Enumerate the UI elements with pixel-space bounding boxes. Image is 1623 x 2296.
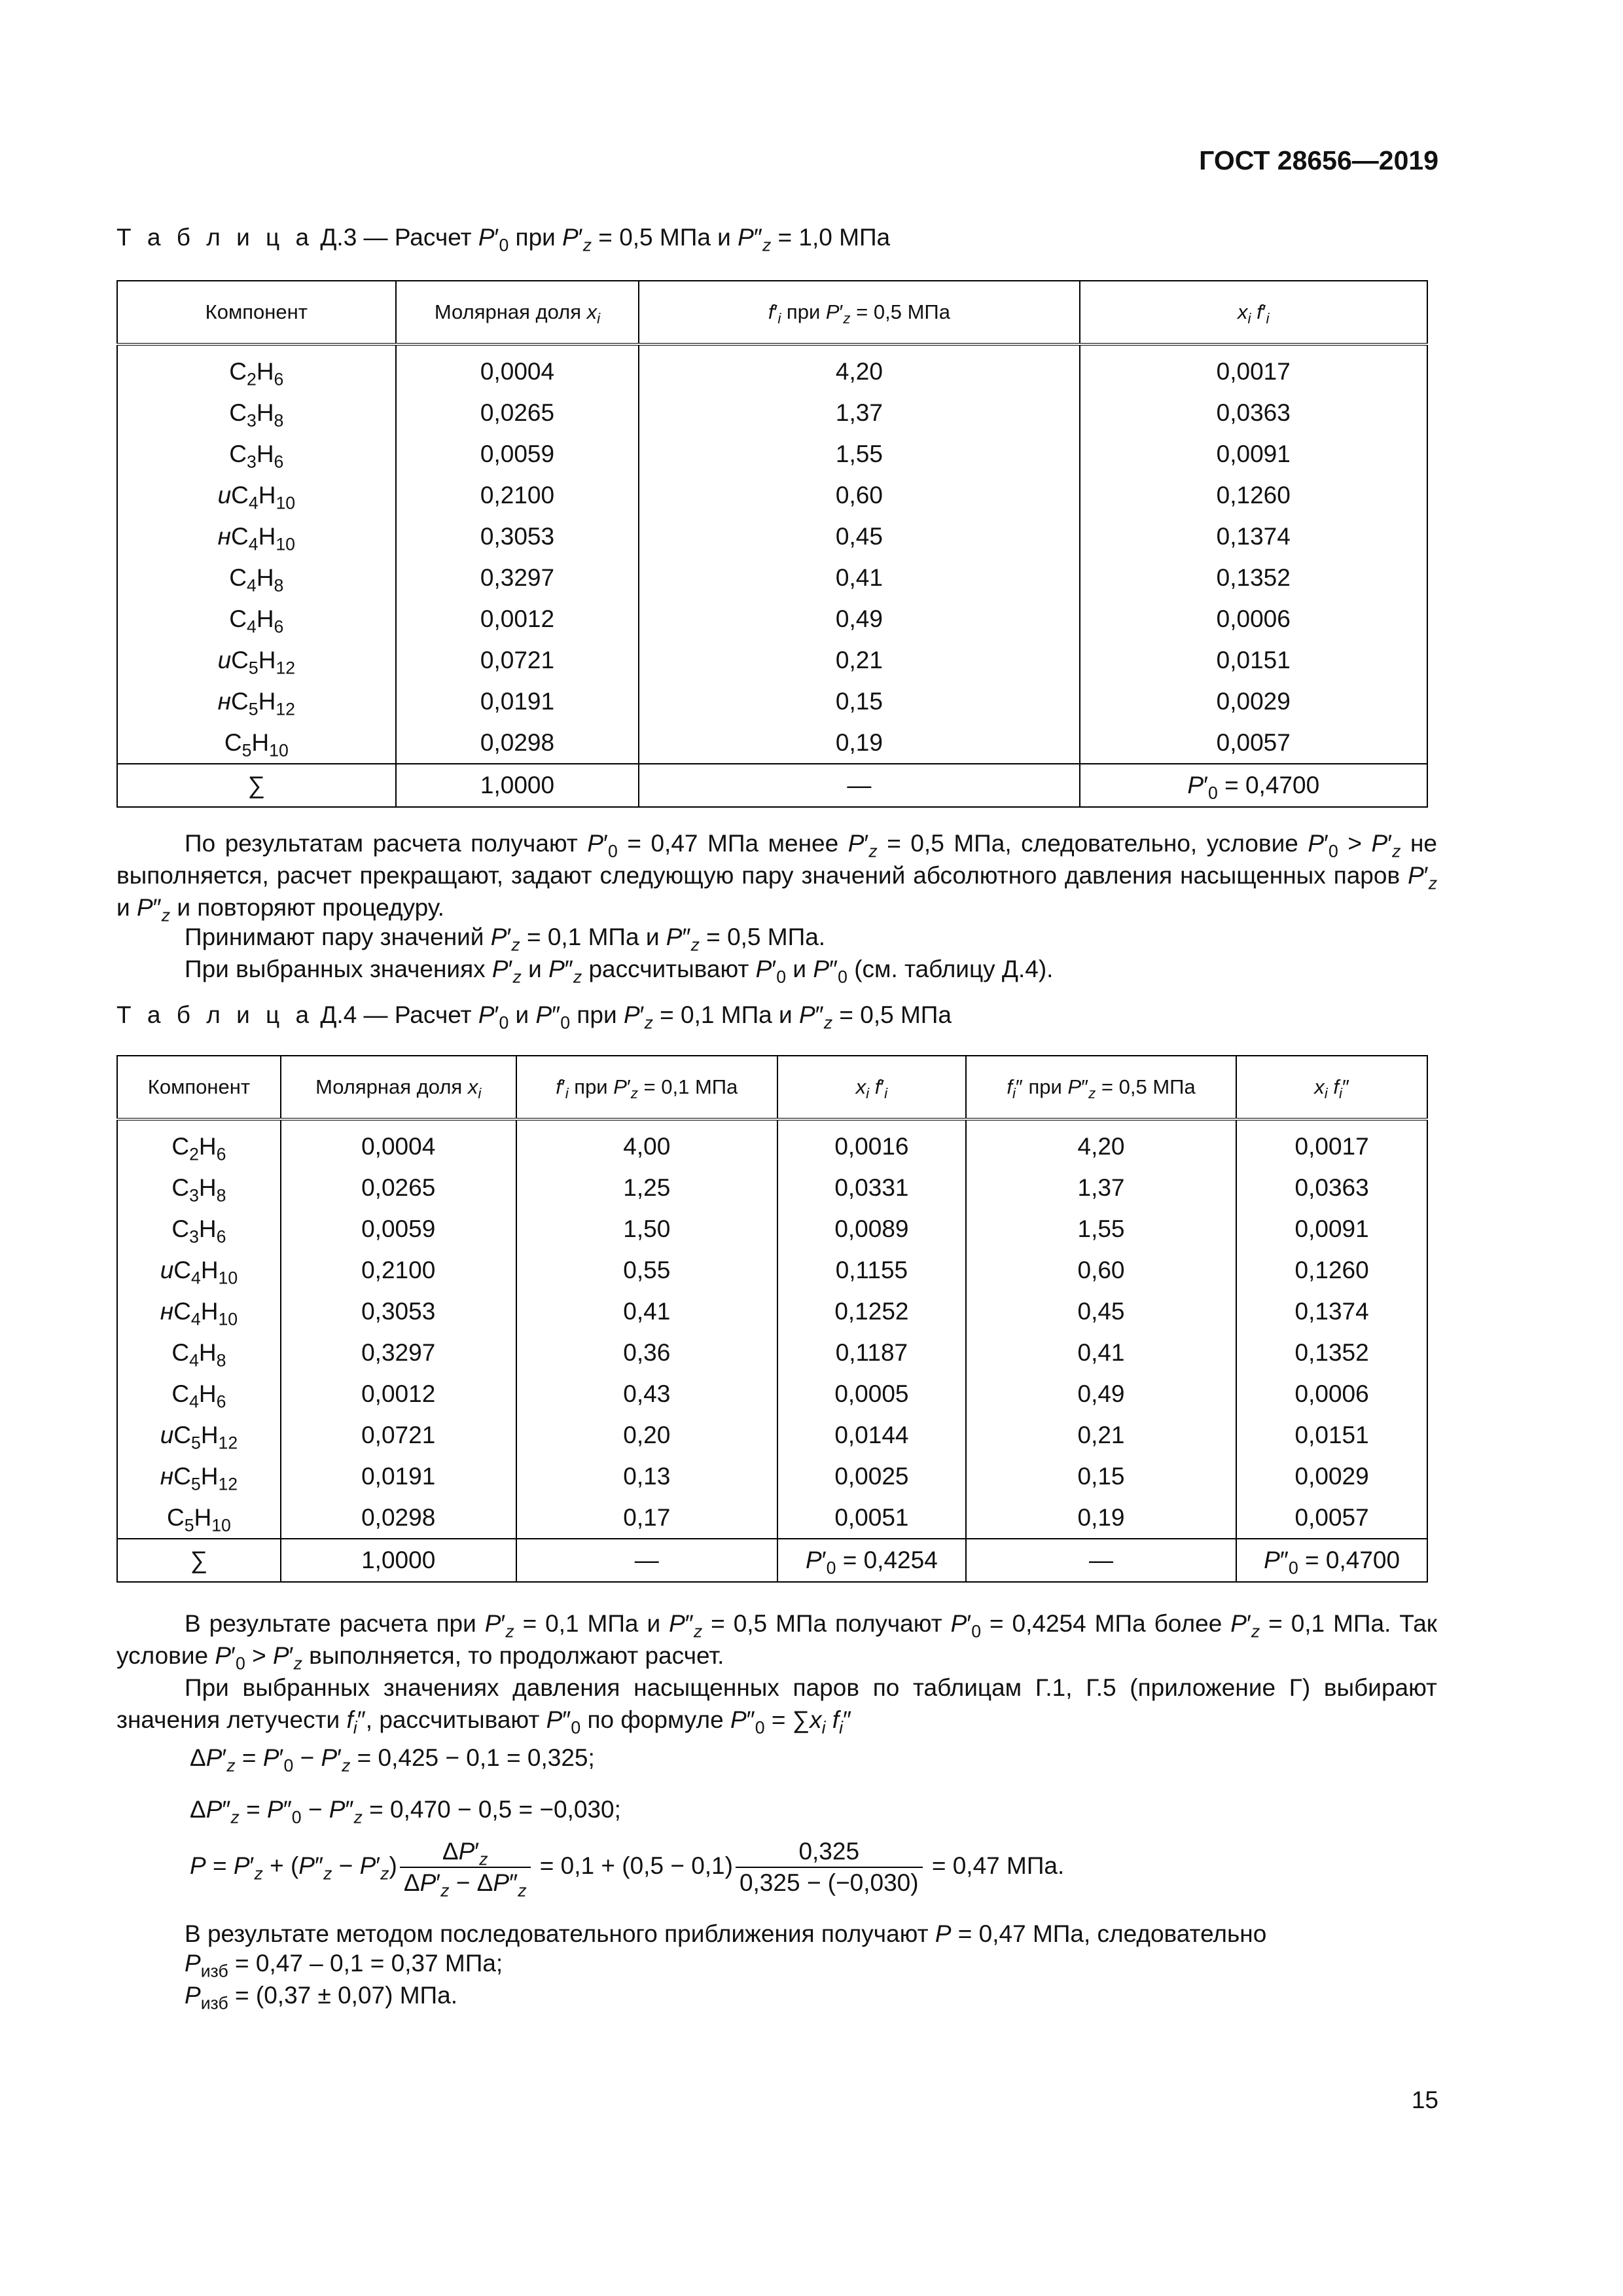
cell-component: $C_5H_{10}$	[117, 722, 396, 764]
sum-cell-fugacity-double: —	[966, 1539, 1236, 1582]
cell-mole-fraction: 0,0012	[396, 598, 639, 639]
cell-fugacity-prime: 0,17	[516, 1497, 778, 1539]
cell-fugacity-double: 0,45	[966, 1291, 1236, 1332]
cell-fugacity-double: 1,37	[966, 1167, 1236, 1208]
paragraph-result-1: По результатам расчета получают $P'_0 = 0,47$ МПа менее $P'_z = 0,5$ МПа, следовательно, условие $P'_0 > P'_z$ не выполняется, расчет прекращают, задают следующую пару значений абсолютного давления насыщенных паров $P'_z$ и $P''_z$ и повторяют процедуру.	[116, 830, 1437, 925]
table-row	[117, 1249, 1427, 1291]
cell-fugacity-prime: 0,20	[516, 1414, 778, 1456]
column-header-mole-fraction: Молярная доля $x_i$	[396, 281, 639, 344]
cell-fugacity-double: 0,41	[966, 1332, 1236, 1373]
cell-product: 0,1260	[1080, 475, 1427, 516]
table-number: Д.3	[320, 224, 357, 251]
cell-component: $C_4H_6$	[117, 598, 396, 639]
cell-fugacity-prime: 1,50	[516, 1208, 778, 1249]
cell-fugacity: 0,49	[639, 598, 1079, 639]
cell-fugacity: 0,45	[639, 516, 1079, 557]
cell-product-prime: 0,1252	[777, 1291, 966, 1332]
column-header-fugacity-prime: $f'_i$ при $P'_z = 0,1$ МПа	[516, 1056, 778, 1119]
cell-fugacity: 0,19	[639, 722, 1079, 764]
table-row	[117, 557, 1427, 598]
cell-fugacity-prime: 0,41	[516, 1291, 778, 1332]
cell-component: $C_2H_6$	[117, 1126, 281, 1167]
table-row	[117, 1167, 1427, 1208]
cell-mole-fraction: 0,0721	[396, 639, 639, 681]
cell-fugacity: 4,20	[639, 351, 1079, 392]
column-header-component: Компонент	[117, 1056, 281, 1119]
table-row	[117, 1126, 1427, 1167]
document-code: ГОСТ 28656—2019	[1199, 145, 1438, 175]
cell-mole-fraction: 0,3297	[396, 557, 639, 598]
cell-product: 0,0057	[1080, 722, 1427, 764]
column-header-fugacity: $f'_i$ при $P'_z = 0,5$ МПа	[639, 281, 1079, 344]
cell-fugacity: 0,21	[639, 639, 1079, 681]
cell-fugacity: 1,55	[639, 433, 1079, 475]
sum-cell-mole-fraction: 1,0000	[281, 1539, 516, 1582]
cell-component: $иC_5H_{12}$	[117, 1414, 281, 1456]
paragraph-result-2: В результате расчета при $P'_z = 0,1$ МПа и $P''_z = 0,5$ МПа получают $P'_0 = 0,4254$ МПа более $P'_z = 0,1$ МПа. Так условие $P'_0 > P'_z$ выполняется, то продолжают расчет.	[116, 1610, 1437, 1674]
cell-fugacity-prime: 0,55	[516, 1249, 778, 1291]
cell-component: $C_2H_6$	[117, 351, 396, 392]
cell-component: $нC_4H_{10}$	[117, 516, 396, 557]
equation-delta-pz-double: $\Delta P''_z = P''_0 - P''_z = 0,470 - 0,5 = -0,030$;	[190, 1796, 621, 1827]
sum-cell-fugacity-prime: —	[516, 1539, 778, 1582]
cell-product-double: 0,0017	[1236, 1126, 1427, 1167]
sum-cell-product-double: $P''_0 = 0,4700$	[1236, 1539, 1427, 1582]
cell-fugacity: 1,37	[639, 392, 1079, 433]
sum-row	[117, 764, 1427, 807]
cell-product-prime: 0,0051	[777, 1497, 966, 1539]
cell-mole-fraction: 0,0059	[396, 433, 639, 475]
cell-mole-fraction: 0,0191	[396, 681, 639, 722]
table-row	[117, 351, 1427, 392]
cell-component: $C_3H_8$	[117, 392, 396, 433]
column-header-product-double: $x_i$ $f_i''$	[1236, 1056, 1427, 1119]
equation-delta-pz-prime: $\Delta P'_z = P'_0 - P'_z = 0,425 - 0,1 = 0,325$;	[190, 1744, 595, 1776]
cell-mole-fraction: 0,3053	[396, 516, 639, 557]
cell-mole-fraction: 0,0265	[281, 1167, 516, 1208]
cell-mole-fraction: 0,2100	[281, 1249, 516, 1291]
cell-component: $иC_5H_{12}$	[117, 639, 396, 681]
cell-product-prime: 0,1155	[777, 1249, 966, 1291]
page-number: 15	[1411, 2087, 1438, 2113]
cell-fugacity: 0,60	[639, 475, 1079, 516]
table-title: — Расчет $P'_0$ и $P''_0$ при $P'_z = 0,1$ МПа и $P''_z = 0,5$ МПа	[357, 1001, 952, 1033]
cell-mole-fraction: 0,0265	[396, 392, 639, 433]
cell-product-double: 0,0151	[1236, 1414, 1427, 1456]
cell-fugacity-double: 0,19	[966, 1497, 1236, 1539]
table-row	[117, 1208, 1427, 1249]
sum-cell-product: $P'_0 = 0,4700$	[1080, 764, 1427, 807]
cell-component: $C_3H_6$	[117, 433, 396, 475]
cell-product-double: 0,0363	[1236, 1167, 1427, 1208]
cell-product: 0,0029	[1080, 681, 1427, 722]
cell-component: $нC_5H_{12}$	[117, 1456, 281, 1497]
cell-fugacity-double: 0,49	[966, 1373, 1236, 1414]
cell-component: $C_3H_8$	[117, 1167, 281, 1208]
table-row	[117, 1497, 1427, 1539]
cell-product-double: 0,1352	[1236, 1332, 1427, 1373]
cell-product-prime: 0,0331	[777, 1167, 966, 1208]
fraction-numeric: $\frac{0,325}{0,325 - (-0,030)}$	[736, 1838, 923, 1897]
sum-cell-fugacity: —	[639, 764, 1079, 807]
table-number: Д.4	[320, 1001, 357, 1028]
cell-fugacity-prime: 0,43	[516, 1373, 778, 1414]
cell-mole-fraction: 0,2100	[396, 475, 639, 516]
equation-pressure: $P = P'_z + (P''_z - P'_z)$ $\frac{\Delta P'_z}{\Delta P'_z - \Delta P''_z}$ = 0,1 + (0,5 − 0,1) $\frac{0,325}{0,325 - (-0,030)}$ = 0,47 МПа.	[190, 1838, 1065, 1901]
cell-fugacity-double: 1,55	[966, 1208, 1236, 1249]
cell-product-prime: 0,0089	[777, 1208, 966, 1249]
cell-fugacity-prime: 1,25	[516, 1167, 778, 1208]
cell-mole-fraction: 0,0721	[281, 1414, 516, 1456]
cell-product-prime: 0,1187	[777, 1332, 966, 1373]
cell-product: 0,1352	[1080, 557, 1427, 598]
paragraph-selected-values: При выбранных значениях $P'_z$ и $P''_z$ рассчитывают $P'_0$ и $P''_0$ (см. таблицу Д.4).	[185, 956, 1054, 987]
paragraph-fugacity: При выбранных значениях давления насыщенных паров по таблицам Г.1, Г.5 (приложение Г) выбирают значения летучести $f_i''$, рассчитывают $P''_0$ по формуле $P''_0 = \sum x_i$ $f_i''$	[116, 1674, 1437, 1738]
sum-cell-mole-fraction: 1,0000	[396, 764, 639, 807]
column-header-product-prime: $x_i$ $f'_i$	[777, 1056, 966, 1119]
table-row	[117, 433, 1427, 475]
cell-product-prime: 0,0025	[777, 1456, 966, 1497]
cell-mole-fraction: 0,0298	[281, 1497, 516, 1539]
table-d4	[116, 1055, 1428, 1583]
cell-product: 0,0091	[1080, 433, 1427, 475]
result-gauge-pressure-range: $P_{изб} = (0,37 \pm 0,07)$ МПа.	[185, 1982, 457, 2013]
cell-product-prime: 0,0016	[777, 1126, 966, 1167]
cell-fugacity: 0,41	[639, 557, 1079, 598]
column-header-fugacity-double: $f_i''$ при $P''_z = 0,5$ МПа	[966, 1056, 1236, 1119]
cell-mole-fraction: 0,0012	[281, 1373, 516, 1414]
header-separator	[117, 344, 1427, 351]
cell-fugacity-prime: 4,00	[516, 1126, 778, 1167]
cell-fugacity-prime: 0,13	[516, 1456, 778, 1497]
table-row	[117, 475, 1427, 516]
cell-fugacity-double: 0,60	[966, 1249, 1236, 1291]
cell-component: $C_5H_{10}$	[117, 1497, 281, 1539]
cell-mole-fraction: 0,0298	[396, 722, 639, 764]
cell-component: $C_4H_8$	[117, 557, 396, 598]
table-row	[117, 722, 1427, 764]
cell-product-prime: 0,0144	[777, 1414, 966, 1456]
cell-component: $C_4H_6$	[117, 1373, 281, 1414]
table-row	[117, 1291, 1427, 1332]
cell-fugacity: 0,15	[639, 681, 1079, 722]
table-d3	[116, 280, 1428, 808]
sum-cell-product-prime: $P'_0 = 0,4254$	[777, 1539, 966, 1582]
cell-component: $иC_4H_{10}$	[117, 1249, 281, 1291]
sum-cell-component: ∑	[117, 764, 396, 807]
cell-fugacity-double: 0,15	[966, 1456, 1236, 1497]
table-row	[117, 681, 1427, 722]
cell-product-double: 0,0057	[1236, 1497, 1427, 1539]
table-label: Т а б л и ц а	[116, 1001, 314, 1028]
cell-fugacity-double: 4,20	[966, 1126, 1236, 1167]
sum-row	[117, 1539, 1427, 1582]
result-gauge-pressure: $P_{изб} = 0,47 - 0,1 = 0,37$ МПа;	[185, 1950, 503, 1981]
cell-mole-fraction: 0,0004	[281, 1126, 516, 1167]
cell-mole-fraction: 0,3297	[281, 1332, 516, 1373]
cell-mole-fraction: 0,3053	[281, 1291, 516, 1332]
cell-product: 0,0363	[1080, 392, 1427, 433]
table-row	[117, 1332, 1427, 1373]
table-row	[117, 639, 1427, 681]
paragraph-pair-values: Принимают пару значений $P'_z = 0,1$ МПа и $P''_z = 0,5$ МПа.	[185, 924, 826, 955]
cell-product-double: 0,1260	[1236, 1249, 1427, 1291]
cell-product-prime: 0,0005	[777, 1373, 966, 1414]
cell-product-double: 0,1374	[1236, 1291, 1427, 1332]
table-d3-caption	[116, 224, 891, 255]
column-header-component: Компонент	[117, 281, 396, 344]
table-row	[117, 1456, 1427, 1497]
cell-mole-fraction: 0,0191	[281, 1456, 516, 1497]
table-d4-caption	[116, 1001, 952, 1033]
cell-component: $иC_4H_{10}$	[117, 475, 396, 516]
cell-fugacity-double: 0,21	[966, 1414, 1236, 1456]
cell-mole-fraction: 0,0059	[281, 1208, 516, 1249]
cell-product-double: 0,0029	[1236, 1456, 1427, 1497]
cell-product-double: 0,0006	[1236, 1373, 1427, 1414]
cell-product: 0,1374	[1080, 516, 1427, 557]
cell-component: $C_3H_6$	[117, 1208, 281, 1249]
table-row	[117, 1414, 1427, 1456]
cell-product-double: 0,0091	[1236, 1208, 1427, 1249]
table-row	[117, 392, 1427, 433]
header-separator	[117, 1119, 1427, 1126]
column-header-product: $x_i$ $f'_i$	[1080, 281, 1427, 344]
table-label: Т а б л и ц а	[116, 224, 314, 251]
cell-product: 0,0017	[1080, 351, 1427, 392]
cell-component: $нC_5H_{12}$	[117, 681, 396, 722]
fraction-delta: $\frac{\Delta P'_z}{\Delta P'_z - \Delta P''_z}$	[400, 1838, 531, 1897]
cell-product: 0,0006	[1080, 598, 1427, 639]
table-row	[117, 516, 1427, 557]
sum-cell-component: ∑	[117, 1539, 281, 1582]
cell-fugacity-prime: 0,36	[516, 1332, 778, 1373]
cell-component: $C_4H_8$	[117, 1332, 281, 1373]
table-row	[117, 1373, 1427, 1414]
cell-product: 0,0151	[1080, 639, 1427, 681]
paragraph-approximation: В результате методом последовательного приближения получают P = 0,47 МПа, следовательно	[185, 1920, 1267, 1947]
column-header-mole-fraction: Молярная доля $x_i$	[281, 1056, 516, 1119]
table-title: — Расчет $P'_0$ при $P'_z = 0,5$ МПа и $P''_z = 1,0$ МПа	[357, 224, 891, 255]
table-row	[117, 598, 1427, 639]
cell-component: $нC_4H_{10}$	[117, 1291, 281, 1332]
cell-mole-fraction: 0,0004	[396, 351, 639, 392]
